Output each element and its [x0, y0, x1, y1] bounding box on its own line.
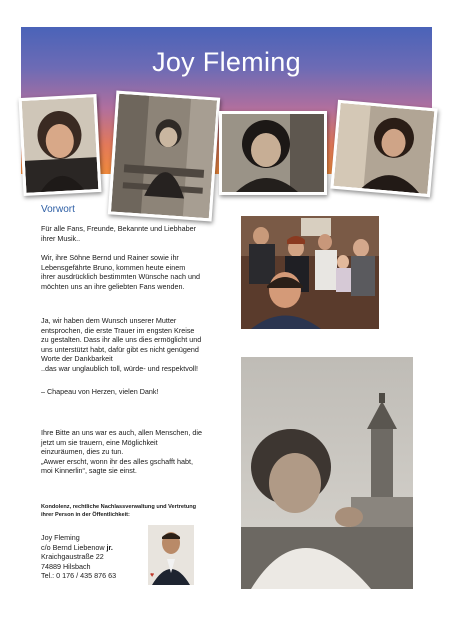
text-line: Ihre Bitte an uns war es auch, allen Menschen, die: [41, 428, 203, 437]
section-heading-vorwort: Vorwort: [41, 204, 75, 215]
text-line: jetzt um sie trauern, eine Möglichkeit: [41, 437, 158, 447]
text-line: ihrer Musik..: [41, 233, 81, 243]
text-line: – Chapeau von Herzen, vielen Dank!: [41, 387, 159, 396]
contact-name: Joy Fleming: [41, 533, 80, 542]
text-line: Worte der Dankbarkeit: [41, 354, 113, 364]
contact-street: Kraichgaustraße 22: [41, 552, 104, 562]
text-line: entsprochen, die erste Trauer im engsten Kreise: [41, 325, 195, 335]
text-line: Lebensgefährte Bruno, kommen heute einem: [41, 262, 186, 272]
care-of-suffix: jr.: [106, 542, 113, 552]
contact-heading: [41, 503, 196, 519]
paragraph-request: [41, 428, 202, 476]
photo-seated: [330, 100, 437, 197]
text-line: Ja, wir haben dem Wunsch unserer Mutter: [41, 316, 177, 325]
text-line: uns unterstützt habt, dafür gibt es nicht genügend: [41, 344, 199, 354]
paragraph-mourning: [41, 316, 201, 374]
photo-family-group: [241, 216, 379, 329]
photo-water-tower: [241, 357, 413, 589]
text-line: Wir, ihre Söhne Bernd und Rainer sowie ihr: [41, 253, 179, 262]
contact-address: [41, 533, 116, 581]
text-line: ihrer Person in der Öffentlichkeit:: [41, 512, 130, 518]
page-title: Joy Fleming: [152, 47, 301, 77]
text-line: Kondolenz, rechtliche Nachlassverwaltung und Vertretung: [41, 504, 197, 510]
text-line: Für alle Fans, Freunde, Bekannte und Liebhaber: [41, 224, 197, 233]
paragraph-intro: [41, 224, 196, 243]
text-line: ..das war unglaublich toll, würde- und respektvoll!: [41, 363, 199, 373]
text-line: einzuräumen, dies zu tun.: [41, 447, 124, 457]
paragraph-sons: [41, 253, 200, 291]
paragraph-thanks: [41, 387, 158, 397]
photo-closeup: [219, 111, 327, 195]
text-line: zu gestalten. Dass ihr alle uns dies ermöglicht und: [41, 335, 202, 345]
photo-bench: [108, 91, 220, 222]
text-line: möchten uns an ihre geliebten Fans wenden.: [41, 281, 185, 291]
text-line: ihrer ausdrücklich bestimmten Wünsche nach und: [41, 272, 200, 282]
contact-care-of: [41, 543, 116, 553]
contact-phone: Tel.: 0 176 / 435 876 63: [41, 571, 117, 581]
contact-portrait: [148, 525, 194, 585]
text-line: „Awwer erscht, wonn ihr des alles gschafft habt,: [41, 456, 193, 466]
heart-icon: ♥: [150, 572, 155, 579]
photo-portrait-smiling: [18, 94, 101, 196]
care-of-text: c/o Bernd Liebenow: [41, 542, 107, 552]
text-line: moi Kinnerlin“, sagte sie einst.: [41, 466, 137, 476]
contact-city: 74889 Hilsbach: [41, 561, 91, 571]
